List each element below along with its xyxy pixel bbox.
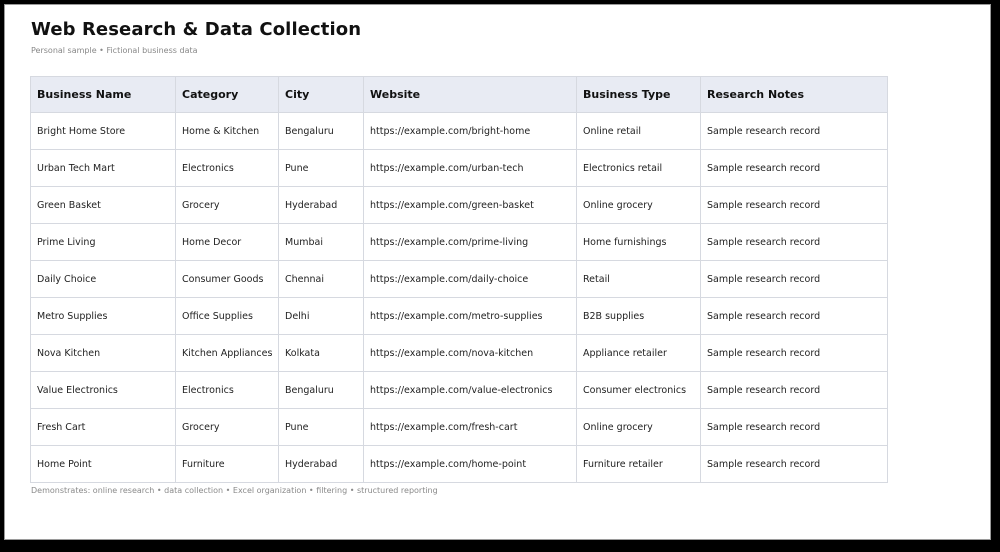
- cell-category: Home & Kitchen: [176, 113, 279, 150]
- table-header: [31, 77, 888, 113]
- cell-research-notes: Sample research record: [701, 372, 888, 409]
- cell-business-type: Consumer electronics: [577, 372, 701, 409]
- cell-category: Grocery: [176, 409, 279, 446]
- cell-city: Pune: [279, 409, 364, 446]
- column-header-research-notes: Research Notes: [701, 77, 888, 113]
- cell-website: https://example.com/nova-kitchen: [364, 335, 577, 372]
- cell-research-notes: Sample research record: [701, 224, 888, 261]
- cell-research-notes: Sample research record: [701, 113, 888, 150]
- column-header-business-name: Business Name: [31, 77, 176, 113]
- table-row: [31, 298, 888, 335]
- document-page: [4, 4, 991, 540]
- cell-category: Furniture: [176, 446, 279, 483]
- cell-business-type: Retail: [577, 261, 701, 298]
- cell-business-name: Value Electronics: [31, 372, 176, 409]
- cell-category: Office Supplies: [176, 298, 279, 335]
- cell-business-name: Home Point: [31, 446, 176, 483]
- cell-website: https://example.com/home-point: [364, 446, 577, 483]
- cell-business-type: Appliance retailer: [577, 335, 701, 372]
- cell-research-notes: Sample research record: [701, 298, 888, 335]
- cell-research-notes: Sample research record: [701, 409, 888, 446]
- cell-website: https://example.com/daily-choice: [364, 261, 577, 298]
- page-title: Web Research & Data Collection: [31, 19, 362, 40]
- cell-business-name: Green Basket: [31, 187, 176, 224]
- cell-business-type: Online grocery: [577, 187, 701, 224]
- cell-business-name: Daily Choice: [31, 261, 176, 298]
- cell-website: https://example.com/value-electronics: [364, 372, 577, 409]
- cell-research-notes: Sample research record: [701, 446, 888, 483]
- cell-research-notes: Sample research record: [701, 150, 888, 187]
- cell-city: Bengaluru: [279, 113, 364, 150]
- table-row: [31, 372, 888, 409]
- column-header-website: Website: [364, 77, 577, 113]
- cell-research-notes: Sample research record: [701, 187, 888, 224]
- business-table: [30, 76, 888, 483]
- table-row: [31, 187, 888, 224]
- cell-city: Hyderabad: [279, 446, 364, 483]
- cell-category: Electronics: [176, 372, 279, 409]
- cell-website: https://example.com/prime-living: [364, 224, 577, 261]
- cell-city: Hyderabad: [279, 187, 364, 224]
- cell-business-name: Fresh Cart: [31, 409, 176, 446]
- cell-business-name: Nova Kitchen: [31, 335, 176, 372]
- cell-city: Pune: [279, 150, 364, 187]
- cell-business-name: Prime Living: [31, 224, 176, 261]
- table-row: [31, 261, 888, 298]
- table-row: [31, 446, 888, 483]
- column-header-category: Category: [176, 77, 279, 113]
- cell-business-name: Bright Home Store: [31, 113, 176, 150]
- column-header-business-type: Business Type: [577, 77, 701, 113]
- cell-business-type: Home furnishings: [577, 224, 701, 261]
- cell-website: https://example.com/green-basket: [364, 187, 577, 224]
- cell-research-notes: Sample research record: [701, 261, 888, 298]
- table-row: [31, 113, 888, 150]
- cell-research-notes: Sample research record: [701, 335, 888, 372]
- cell-category: Kitchen Appliances: [176, 335, 279, 372]
- cell-business-name: Metro Supplies: [31, 298, 176, 335]
- column-header-city: City: [279, 77, 364, 113]
- header-row: [31, 77, 888, 113]
- cell-business-type: B2B supplies: [577, 298, 701, 335]
- cell-business-type: Online grocery: [577, 409, 701, 446]
- cell-city: Bengaluru: [279, 372, 364, 409]
- cell-city: Delhi: [279, 298, 364, 335]
- table-row: [31, 335, 888, 372]
- cell-category: Consumer Goods: [176, 261, 279, 298]
- cell-city: Chennai: [279, 261, 364, 298]
- cell-business-type: Furniture retailer: [577, 446, 701, 483]
- cell-category: Grocery: [176, 187, 279, 224]
- cell-category: Home Decor: [176, 224, 279, 261]
- cell-city: Kolkata: [279, 335, 364, 372]
- cell-business-type: Electronics retail: [577, 150, 701, 187]
- table-row: [31, 224, 888, 261]
- table-body: [31, 113, 888, 483]
- cell-website: https://example.com/urban-tech: [364, 150, 577, 187]
- cell-business-type: Online retail: [577, 113, 701, 150]
- table-row: [31, 150, 888, 187]
- footer-note: Demonstrates: online research • data collection • Excel organization • filtering • structured reporting: [31, 486, 438, 495]
- cell-website: https://example.com/bright-home: [364, 113, 577, 150]
- cell-website: https://example.com/metro-supplies: [364, 298, 577, 335]
- table-row: [31, 409, 888, 446]
- cell-city: Mumbai: [279, 224, 364, 261]
- cell-business-name: Urban Tech Mart: [31, 150, 176, 187]
- cell-category: Electronics: [176, 150, 279, 187]
- page-subtitle: Personal sample • Fictional business data: [31, 46, 198, 55]
- cell-website: https://example.com/fresh-cart: [364, 409, 577, 446]
